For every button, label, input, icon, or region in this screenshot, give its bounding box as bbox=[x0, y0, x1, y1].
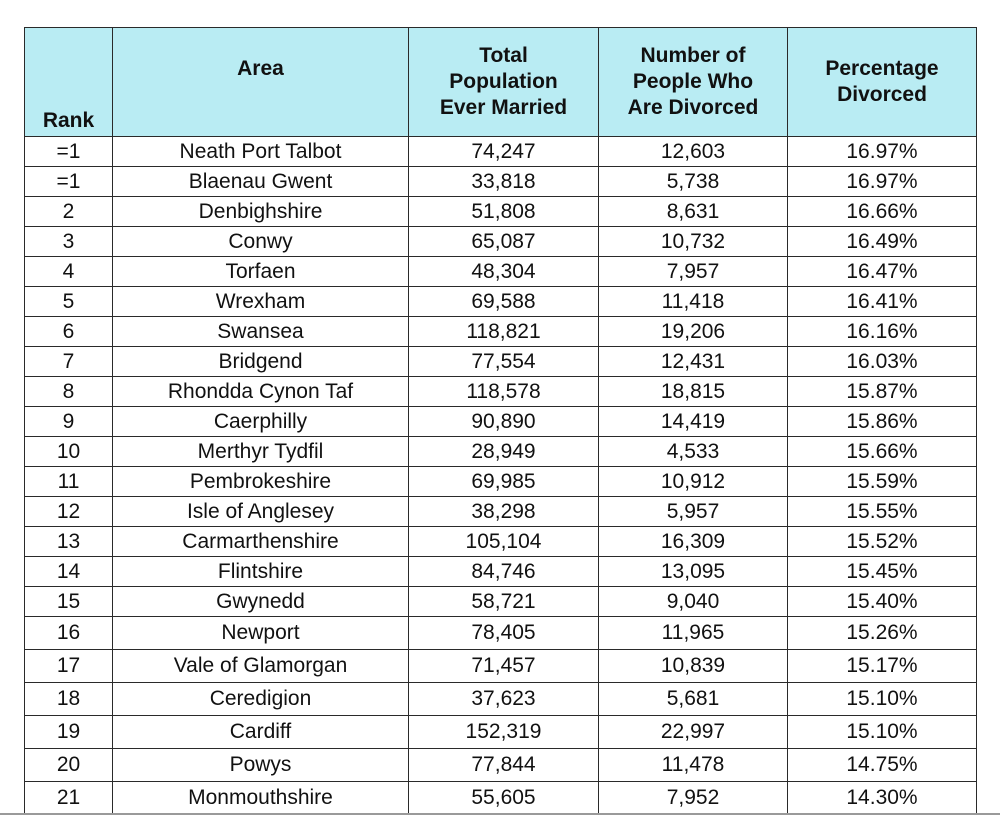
table-row bbox=[25, 347, 977, 377]
cell-total: 51,808 bbox=[409, 197, 599, 227]
cell-rank: 7 bbox=[25, 347, 113, 377]
cell-divorced: 7,952 bbox=[599, 782, 788, 815]
cell-area: Carmarthenshire bbox=[113, 527, 409, 557]
cell-rank: 8 bbox=[25, 377, 113, 407]
cell-percentage: 14.75% bbox=[788, 749, 977, 782]
cell-area: Wrexham bbox=[113, 287, 409, 317]
cell-total: 118,821 bbox=[409, 317, 599, 347]
cell-rank: 17 bbox=[25, 650, 113, 683]
cell-divorced: 18,815 bbox=[599, 377, 788, 407]
cell-rank: 16 bbox=[25, 617, 113, 650]
cell-divorced: 11,418 bbox=[599, 287, 788, 317]
cell-divorced: 13,095 bbox=[599, 557, 788, 587]
cell-rank: 5 bbox=[25, 287, 113, 317]
table-row bbox=[25, 617, 977, 650]
cell-total: 33,818 bbox=[409, 167, 599, 197]
cell-rank: 12 bbox=[25, 497, 113, 527]
header-divorced-count bbox=[599, 28, 788, 137]
cell-rank: 6 bbox=[25, 317, 113, 347]
header-divorced-count-line: Number of bbox=[640, 44, 746, 67]
cell-divorced: 11,478 bbox=[599, 749, 788, 782]
table-body bbox=[25, 137, 977, 815]
cell-divorced: 5,738 bbox=[599, 167, 788, 197]
cell-total: 78,405 bbox=[409, 617, 599, 650]
cell-percentage: 16.97% bbox=[788, 167, 977, 197]
cell-rank: =1 bbox=[25, 137, 113, 167]
table-header bbox=[25, 28, 977, 137]
cell-rank: 11 bbox=[25, 467, 113, 497]
cell-percentage: 16.03% bbox=[788, 347, 977, 377]
cell-total: 105,104 bbox=[409, 527, 599, 557]
cell-percentage: 14.30% bbox=[788, 782, 977, 815]
table-row bbox=[25, 527, 977, 557]
header-total-population-line: Ever Married bbox=[439, 96, 568, 119]
table-row bbox=[25, 557, 977, 587]
cell-rank: 15 bbox=[25, 587, 113, 617]
cell-percentage: 15.10% bbox=[788, 683, 977, 716]
cell-divorced: 8,631 bbox=[599, 197, 788, 227]
cell-area: Bridgend bbox=[113, 347, 409, 377]
table-row bbox=[25, 317, 977, 347]
header-total-population-line: Population bbox=[449, 70, 558, 93]
table-row bbox=[25, 587, 977, 617]
cell-total: 38,298 bbox=[409, 497, 599, 527]
cell-divorced: 10,839 bbox=[599, 650, 788, 683]
cell-divorced: 10,912 bbox=[599, 467, 788, 497]
cell-total: 90,890 bbox=[409, 407, 599, 437]
cell-divorced: 9,040 bbox=[599, 587, 788, 617]
header-divorced-count-line: Are Divorced bbox=[627, 96, 759, 119]
table-row bbox=[25, 407, 977, 437]
cell-total: 84,746 bbox=[409, 557, 599, 587]
cell-percentage: 15.52% bbox=[788, 527, 977, 557]
cell-area: Torfaen bbox=[113, 257, 409, 287]
table-row bbox=[25, 716, 977, 749]
cell-total: 77,844 bbox=[409, 749, 599, 782]
header-row bbox=[25, 28, 977, 137]
header-total-population bbox=[409, 28, 599, 137]
cell-percentage: 16.97% bbox=[788, 137, 977, 167]
cell-rank: 13 bbox=[25, 527, 113, 557]
cell-rank: 4 bbox=[25, 257, 113, 287]
table-row bbox=[25, 377, 977, 407]
table-row bbox=[25, 749, 977, 782]
cell-percentage: 16.47% bbox=[788, 257, 977, 287]
cell-percentage: 16.66% bbox=[788, 197, 977, 227]
cell-rank: 2 bbox=[25, 197, 113, 227]
cell-percentage: 15.40% bbox=[788, 587, 977, 617]
cell-area: Neath Port Talbot bbox=[113, 137, 409, 167]
cell-area: Conwy bbox=[113, 227, 409, 257]
cell-total: 69,588 bbox=[409, 287, 599, 317]
cell-total: 71,457 bbox=[409, 650, 599, 683]
cell-area: Rhondda Cynon Taf bbox=[113, 377, 409, 407]
cell-rank: 18 bbox=[25, 683, 113, 716]
cell-rank: 14 bbox=[25, 557, 113, 587]
cell-percentage: 15.45% bbox=[788, 557, 977, 587]
cell-area: Merthyr Tydfil bbox=[113, 437, 409, 467]
cell-rank: 19 bbox=[25, 716, 113, 749]
cell-total: 37,623 bbox=[409, 683, 599, 716]
cell-percentage: 15.59% bbox=[788, 467, 977, 497]
cell-divorced: 14,419 bbox=[599, 407, 788, 437]
cell-area: Swansea bbox=[113, 317, 409, 347]
cell-total: 77,554 bbox=[409, 347, 599, 377]
cell-percentage: 15.87% bbox=[788, 377, 977, 407]
cell-total: 55,605 bbox=[409, 782, 599, 815]
cell-rank: 21 bbox=[25, 782, 113, 815]
cell-percentage: 15.55% bbox=[788, 497, 977, 527]
cell-total: 69,985 bbox=[409, 467, 599, 497]
header-percentage-line: Divorced bbox=[837, 83, 927, 106]
table-row bbox=[25, 683, 977, 716]
header-percentage-divorced bbox=[788, 28, 977, 137]
cell-total: 118,578 bbox=[409, 377, 599, 407]
table-row bbox=[25, 497, 977, 527]
table-row bbox=[25, 197, 977, 227]
cell-total: 74,247 bbox=[409, 137, 599, 167]
divorce-ranking-table bbox=[24, 27, 977, 815]
cell-percentage: 16.16% bbox=[788, 317, 977, 347]
table-row bbox=[25, 467, 977, 497]
cell-rank: 20 bbox=[25, 749, 113, 782]
table-row bbox=[25, 437, 977, 467]
cell-rank: 9 bbox=[25, 407, 113, 437]
cell-total: 65,087 bbox=[409, 227, 599, 257]
table-row bbox=[25, 167, 977, 197]
header-area: Area bbox=[113, 28, 409, 137]
cell-area: Caerphilly bbox=[113, 407, 409, 437]
cell-divorced: 5,681 bbox=[599, 683, 788, 716]
cell-divorced: 5,957 bbox=[599, 497, 788, 527]
cell-rank: 3 bbox=[25, 227, 113, 257]
cell-percentage: 15.17% bbox=[788, 650, 977, 683]
cell-total: 58,721 bbox=[409, 587, 599, 617]
cell-total: 152,319 bbox=[409, 716, 599, 749]
cell-percentage: 15.10% bbox=[788, 716, 977, 749]
table-row bbox=[25, 257, 977, 287]
table-row bbox=[25, 287, 977, 317]
cell-area: Isle of Anglesey bbox=[113, 497, 409, 527]
cell-divorced: 16,309 bbox=[599, 527, 788, 557]
cell-total: 28,949 bbox=[409, 437, 599, 467]
cell-area: Vale of Glamorgan bbox=[113, 650, 409, 683]
table-row bbox=[25, 650, 977, 683]
cell-divorced: 7,957 bbox=[599, 257, 788, 287]
table-row bbox=[25, 227, 977, 257]
cell-divorced: 22,997 bbox=[599, 716, 788, 749]
cell-divorced: 11,965 bbox=[599, 617, 788, 650]
cell-area: Cardiff bbox=[113, 716, 409, 749]
cell-area: Ceredigion bbox=[113, 683, 409, 716]
cell-divorced: 10,732 bbox=[599, 227, 788, 257]
header-rank: Rank bbox=[25, 28, 113, 137]
header-total-population-line: Total bbox=[479, 44, 528, 67]
cell-percentage: 15.86% bbox=[788, 407, 977, 437]
cell-area: Monmouthshire bbox=[113, 782, 409, 815]
header-divorced-count-line: People Who bbox=[632, 70, 754, 93]
cell-area: Blaenau Gwent bbox=[113, 167, 409, 197]
cell-divorced: 4,533 bbox=[599, 437, 788, 467]
cell-total: 48,304 bbox=[409, 257, 599, 287]
cell-percentage: 16.49% bbox=[788, 227, 977, 257]
cell-percentage: 16.41% bbox=[788, 287, 977, 317]
cell-area: Flintshire bbox=[113, 557, 409, 587]
cell-percentage: 15.26% bbox=[788, 617, 977, 650]
cell-area: Powys bbox=[113, 749, 409, 782]
cell-area: Denbighshire bbox=[113, 197, 409, 227]
table-row bbox=[25, 137, 977, 167]
cell-percentage: 15.66% bbox=[788, 437, 977, 467]
cell-area: Newport bbox=[113, 617, 409, 650]
bottom-divider bbox=[0, 813, 1000, 815]
table-row bbox=[25, 782, 977, 815]
cell-area: Pembrokeshire bbox=[113, 467, 409, 497]
cell-rank: =1 bbox=[25, 167, 113, 197]
cell-area: Gwynedd bbox=[113, 587, 409, 617]
cell-divorced: 19,206 bbox=[599, 317, 788, 347]
cell-divorced: 12,603 bbox=[599, 137, 788, 167]
cell-divorced: 12,431 bbox=[599, 347, 788, 377]
cell-rank: 10 bbox=[25, 437, 113, 467]
header-percentage-line: Percentage bbox=[825, 57, 939, 80]
